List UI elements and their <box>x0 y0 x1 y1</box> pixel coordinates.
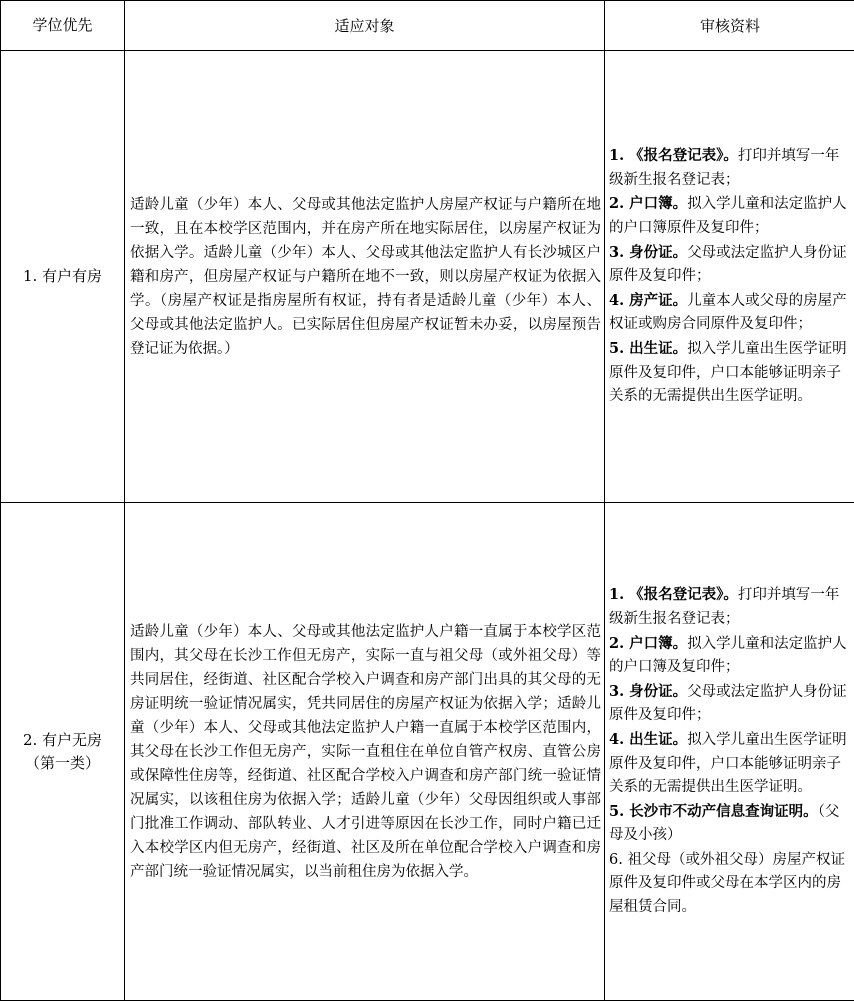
document-text: （父母及小孩） <box>609 803 840 844</box>
document-title: 3. 身份证。 <box>609 243 688 261</box>
header-priority: 学位优先 <box>1 1 125 51</box>
documents-cell <box>605 503 854 1001</box>
document-title: 5. 出生证。 <box>609 339 688 357</box>
category-cell <box>1 51 125 503</box>
documents-list <box>605 583 854 919</box>
document-title: 4. 房产证。 <box>609 291 688 309</box>
document-text: 打印并填写一年级新生报名登记表； <box>609 148 840 188</box>
document-title: 2. 户口簿。 <box>609 634 688 652</box>
document-text: 儿童本人或父母的房屋产权证或购房合同原件及复印件； <box>609 292 847 333</box>
header-row <box>1 1 854 51</box>
document-item <box>609 583 852 631</box>
category-label: 1. 有户有房 <box>22 267 103 285</box>
document-text: 拟入学儿童出生医学证明原件及复印件，户口本能够证明亲子关系的无需提供出生医学证明。 <box>609 731 847 796</box>
document-item <box>609 728 852 800</box>
document-text: 打印并填写一年级新生报名登记表； <box>609 587 840 627</box>
document-title: 5. 长沙市不动产信息查询证明。 <box>609 802 818 820</box>
category-label: 2. 有户无房 <box>22 730 103 749</box>
document-item <box>609 680 852 728</box>
document-item <box>609 337 852 409</box>
document-title: 4. 出生证。 <box>609 730 688 748</box>
documents-list <box>605 144 854 409</box>
document-text: 父母或法定监护人身份证原件及复印件； <box>609 683 847 724</box>
document-item <box>609 632 852 680</box>
document-text: 父母或法定监护人身份证原件及复印件； <box>609 244 847 285</box>
document-title: 1. 《报名登记表》。 <box>609 147 738 165</box>
document-item <box>609 848 852 920</box>
document-text: 拟入学儿童和法定监护人的户口簿原件及复印件； <box>609 196 847 237</box>
table-row <box>1 503 854 1001</box>
document-item <box>609 289 852 337</box>
header-documents: 审核资料 <box>605 1 854 51</box>
category-cell <box>1 503 125 1001</box>
document-text: 拟入学儿童和法定监护人的户口簿及复印件； <box>609 635 847 676</box>
document-item <box>609 241 852 289</box>
description-text: 适龄儿童（少年）本人、父母或其他法定监护人房屋产权证与户籍所在地一致，且在本校学区范围内，并在房产所在地实际居住，以房屋产权证为依据入学。适龄儿童（少年）本人、父母或其他法定监护人有长沙城区户籍和房产，但房屋产权证与户籍所在地不一致，则以房屋产权证为依据入学。（房屋产权证是指房屋所有权证，持有者是适龄儿童（少年）本人、父母或其他法定监护人。已实际居住但房屋产权证暂未办妥，以房屋预告登记证为依据。） <box>130 196 601 357</box>
document-item <box>609 192 852 240</box>
table-row <box>1 51 854 503</box>
description-cell <box>125 503 605 1001</box>
document-item <box>609 800 852 848</box>
description-cell <box>125 51 605 503</box>
document-item <box>609 144 852 192</box>
description-text: 适龄儿童（少年）本人、父母或其他法定监护人户籍一直属于本校学区范围内，其父母在长沙工作但无房产，实际一直与祖父母（或外祖父母）等共同居住，经街道、社区配合学校入户调查和房产部门出具的其父母的无房证明统一验证情况属实，凭共同居住的房屋产权证为依据入学；适龄儿童（少年）本人、父母或其他法定监护人户籍一直属于本校学区范围内，其父母在长沙工作但无房产，实际一直租住在单位自管产权房、直管公房或保障性住房等，经街道、社区配合学校入户调查和房产部门统一验证情况属实，以该租住房为依据入学；适龄儿童（少年）父母因组织或人事部门批准工作调动、部队转业、人才引进等原因在长沙工作，同时户籍已迁入本校学区内但无房产，经街道、社区及所在单位配合学校入户调查和房产部门统一验证情况属实，以当前租住房为依据入学。 <box>130 623 601 880</box>
document-text: 6. 祖父母（或外祖父母）房屋产权证原件及复印件或父母在本学区内的房屋租赁合同。 <box>609 851 845 916</box>
document-title: 1. 《报名登记表》。 <box>609 586 738 604</box>
document-title: 2. 户口簿。 <box>609 195 688 213</box>
document-text: 拟入学儿童出生医学证明原件及复印件，户口本能够证明亲子关系的无需提供出生医学证明。 <box>609 340 847 405</box>
header-target: 适应对象 <box>125 1 605 51</box>
category-sublabel: （第一类） <box>24 753 100 772</box>
documents-cell <box>605 51 854 503</box>
document-title: 3. 身份证。 <box>609 682 688 700</box>
